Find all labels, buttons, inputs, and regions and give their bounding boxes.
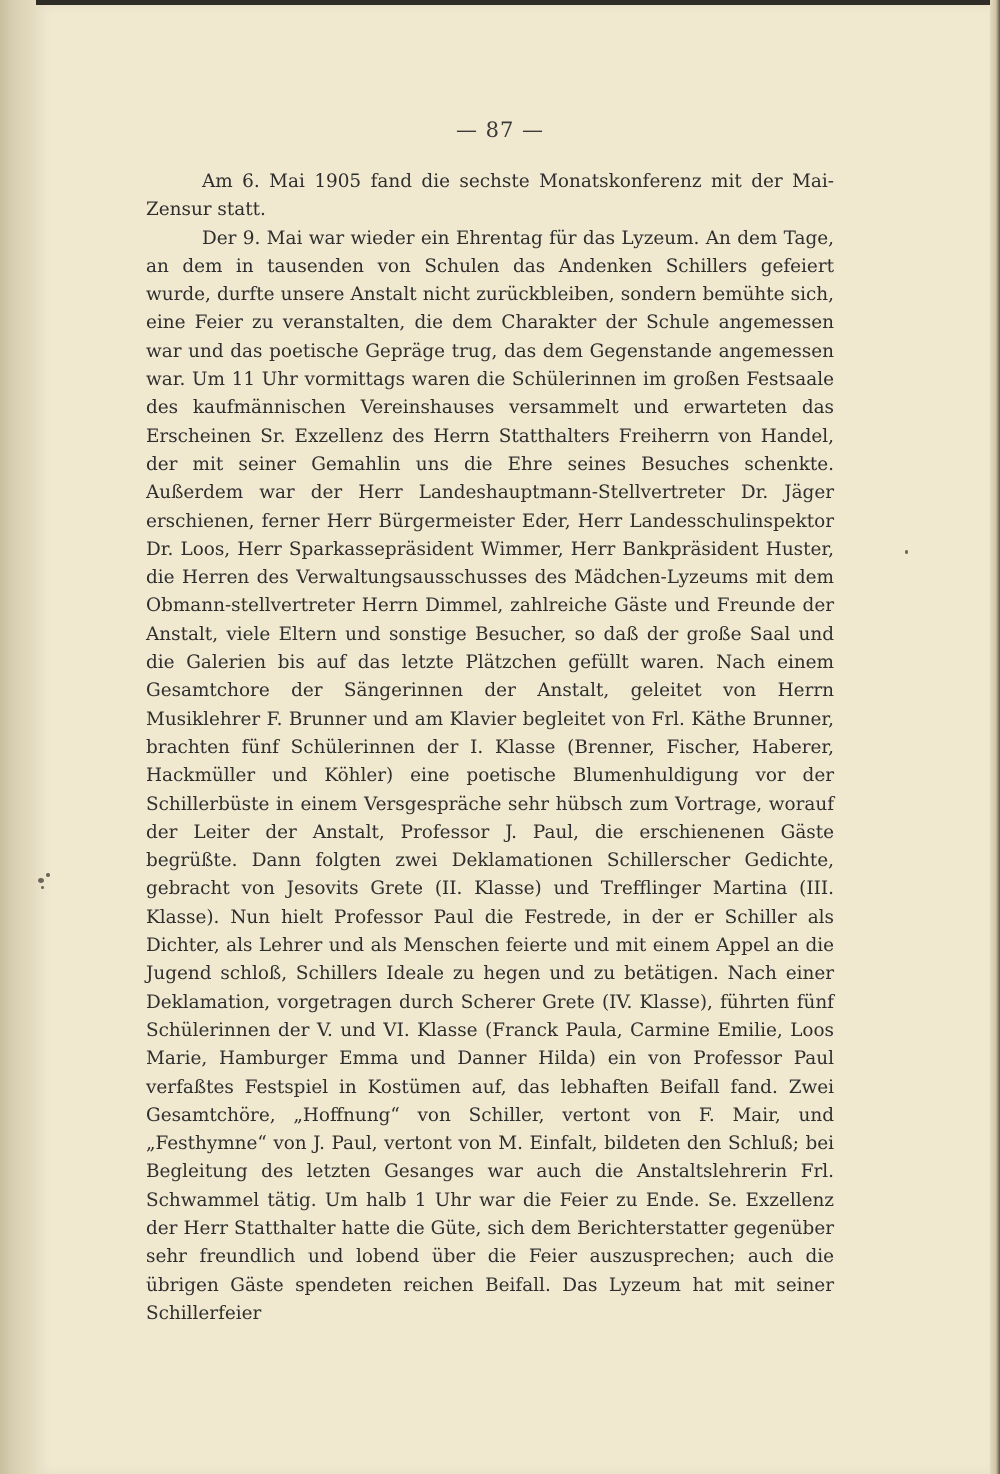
- body-text: [146, 168, 834, 1328]
- book-gutter: [0, 0, 36, 1474]
- ink-speck: [905, 550, 908, 554]
- ink-speck: [41, 886, 44, 889]
- paragraph-may-conference: Am 6. Mai 1905 fand die sechste Monatskonferenz mit der Mai-Zensur statt.: [146, 171, 834, 221]
- ink-speck: [38, 878, 44, 883]
- page-right-edge: [990, 0, 1000, 1474]
- page-number: — 87 —: [455, 118, 545, 142]
- paragraph-schiller-celebration: Der 9. Mai war wieder ein Ehrentag für das Lyzeum. An dem Tage, an dem in tausenden von Schulen das Andenken Schillers gefeiert wurde, durfte unsere Anstalt nicht zurückbleiben, sondern bemühte sich, eine Feier zu veranstalten, die dem Charakter der Schule angemessen war und das poetische Gepräge trug, das dem Gegenstande angemessen war. Um 11 Uhr vormittags waren die Schülerinnen im großen Festsaale des kaufmännischen Vereinshauses versammelt und erwarteten das Erscheinen Sr. Exzellenz des Herrn Statthalters Freiherrn von Handel, der mit seiner Gemahlin uns die Ehre seines Besuches schenkte. Außerdem war der Herr Landeshauptmann-Stellvertreter Dr. Jäger erschienen, ferner Herr Bürgermeister Eder, Herr Landesschulinspektor Dr. Loos, Herr Sparkassepräsident Wimmer, Herr Bankpräsident Huster, die Herren des Verwaltungsausschusses des Mädchen-Lyzeums mit dem Obmann-stellvertreter Herrn Dimmel, zahlreiche Gäste und Freunde der Anstalt, viele Eltern und sonstige Besucher, so daß der große Saal und die Galerien bis auf das letzte Plätzchen gefüllt waren. Nach einem Gesamtchore der Sängerinnen der Anstalt, geleitet von Herrn Musiklehrer F. Brunner und am Klavier begleitet von Frl. Käthe Brunner, brachten fünf Schülerinnen der I. Klasse (Brenner, Fischer, Haberer, Hackmüller und Köhler) eine poetische Blumenhuldigung vor der Schillerbüste in einem Versgespräche sehr hübsch zum Vortrage, worauf der Leiter der Anstalt, Professor J. Paul, die erschienenen Gäste begrüßte. Dann folgten zwei Deklamationen Schillerscher Gedichte, gebracht von Jesovits Grete (II. Klasse) und Trefflinger Martina (III. Klasse). Nun hielt Professor Paul die Festrede, in der er Schiller als Dichter, als Lehrer und als Menschen feierte und mit einem Appel an die Jugend schloß, Schillers Ideale zu hegen und zu betätigen. Nach einer Deklamation, vorgetragen durch Scherer Grete (IV. Klasse), führten fünf Schülerinnen der V. und VI. Klasse (Franck Paula, Carmine Emilie, Loos Marie, Hamburger Emma und Danner Hilda) ein von Professor Paul verfaßtes Festspiel in Kostümen auf, das lebhaften Beifall fand. Zwei Gesamtchöre, „Hoffnung“ von Schiller, vertont von F. Mair, und „Festhymne“ von J. Paul, vertont von M. Einfalt, bildeten den Schluß; bei Begleitung des letzten Gesanges war auch die Anstaltslehrerin Frl. Schwammel tätig. Um halb 1 Uhr war die Feier zu Ende. Se. Exzellenz der Herr Statthalter hatte die Güte, sich dem Berichterstatter gegenüber sehr freundlich und lobend über die Feier auszusprechen; auch die übrigen Gäste spendeten reichen Beifall. Das Lyzeum hat mit seiner Schillerfeier: [146, 227, 834, 1324]
- ink-speck: [46, 873, 50, 877]
